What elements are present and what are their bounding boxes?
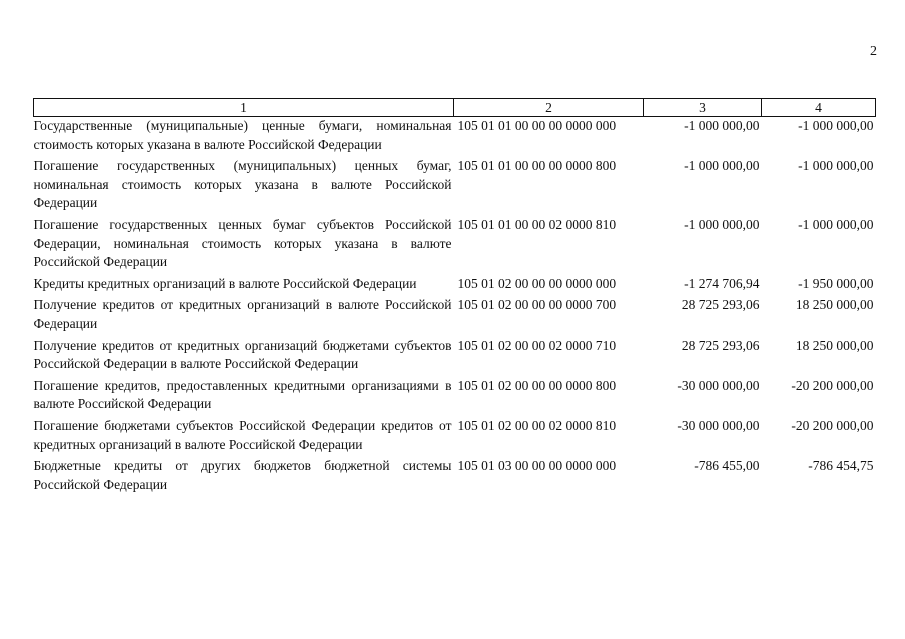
table-row <box>34 117 876 158</box>
row-name: Бюджетные кредиты от других бюджетов бюджетной системы Российской Федерации <box>33 458 452 492</box>
row-amount-1: -786 455,00 <box>694 458 760 474</box>
row-name: Погашение государственных ценных бумаг субъектов Российской Федерации, номинальная стоимость которых указана в валюте Российской Федерации <box>33 216 452 270</box>
row-code: 105 01 02 00 00 00 0000 800 <box>457 377 617 393</box>
row-amount-1: -1 000 000,00 <box>684 216 760 232</box>
page-number: 2 <box>870 44 877 59</box>
table-row <box>34 296 876 336</box>
row-amount-1: -1 000 000,00 <box>684 118 760 133</box>
row-amount-1: 28 725 293,06 <box>681 297 760 313</box>
row-amount-2: -786 454,75 <box>808 458 874 474</box>
table-row <box>34 377 876 417</box>
table-row <box>34 337 876 377</box>
row-name: Погашение государственных (муниципальных) ценных бумаг, номинальная стоимость которых указана в валюте Российской Федерации <box>33 158 452 211</box>
row-amount-1: -1 000 000,00 <box>684 158 760 174</box>
table-row <box>34 216 876 275</box>
row-amount-2: -20 200 000,00 <box>791 377 874 393</box>
table-row <box>34 417 876 457</box>
row-amount-2: -1 000 000,00 <box>798 216 874 232</box>
row-amount-1: -1 274 706,94 <box>684 275 760 291</box>
row-amount-1: -30 000 000,00 <box>677 377 760 393</box>
row-code: 105 01 02 00 00 02 0000 810 <box>457 417 617 433</box>
row-code: 105 01 03 00 00 00 0000 000 <box>457 458 617 474</box>
column-header-1: 1 <box>34 99 454 117</box>
row-amount-2: 18 250 000,00 <box>795 297 874 313</box>
row-name: Погашение кредитов, предоставленных кредитными организациями в валюте Российской Федерации <box>33 377 452 412</box>
row-name: Получение кредитов от кредитных организаций бюджетами субъектов Российской Федерации в валюте Российской Федерации <box>33 337 452 372</box>
column-header-3: 3 <box>644 99 762 117</box>
row-amount-2: 18 250 000,00 <box>795 337 874 353</box>
row-amount-2: -1 950 000,00 <box>798 275 874 291</box>
row-name: Кредиты кредитных организаций в валюте Российской Федерации <box>33 275 417 291</box>
row-code: 105 01 02 00 00 00 0000 700 <box>457 297 617 313</box>
row-code: 105 01 01 00 00 02 0000 810 <box>457 216 617 232</box>
table-row <box>34 157 876 216</box>
row-name: Погашение бюджетами субъектов Российской Федерации кредитов от кредитных организаций в валюте Российской Федерации <box>33 417 452 452</box>
row-name: Получение кредитов от кредитных организаций в валюте Российской Федерации <box>33 297 452 331</box>
table-body <box>34 117 876 498</box>
row-code: 105 01 02 00 00 00 0000 000 <box>457 275 617 291</box>
table-row <box>34 457 876 497</box>
row-code: 105 01 01 00 00 00 0000 000 <box>457 118 617 133</box>
row-amount-1: 28 725 293,06 <box>681 337 760 353</box>
column-header-4: 4 <box>762 99 876 117</box>
row-code: 105 01 01 00 00 00 0000 800 <box>457 158 617 174</box>
row-name: Государственные (муниципальные) ценные бумаги, номинальная стоимость которых указана в валюте Российской Федерации <box>33 118 452 152</box>
row-amount-2: -1 000 000,00 <box>798 118 874 133</box>
column-header-2: 2 <box>454 99 644 117</box>
row-code: 105 01 02 00 00 02 0000 710 <box>457 337 617 353</box>
row-amount-1: -30 000 000,00 <box>677 417 760 433</box>
table-header <box>34 99 876 117</box>
table-row <box>34 275 876 297</box>
row-amount-2: -20 200 000,00 <box>791 417 874 433</box>
row-amount-2: -1 000 000,00 <box>798 158 874 174</box>
sources-table <box>33 98 876 497</box>
